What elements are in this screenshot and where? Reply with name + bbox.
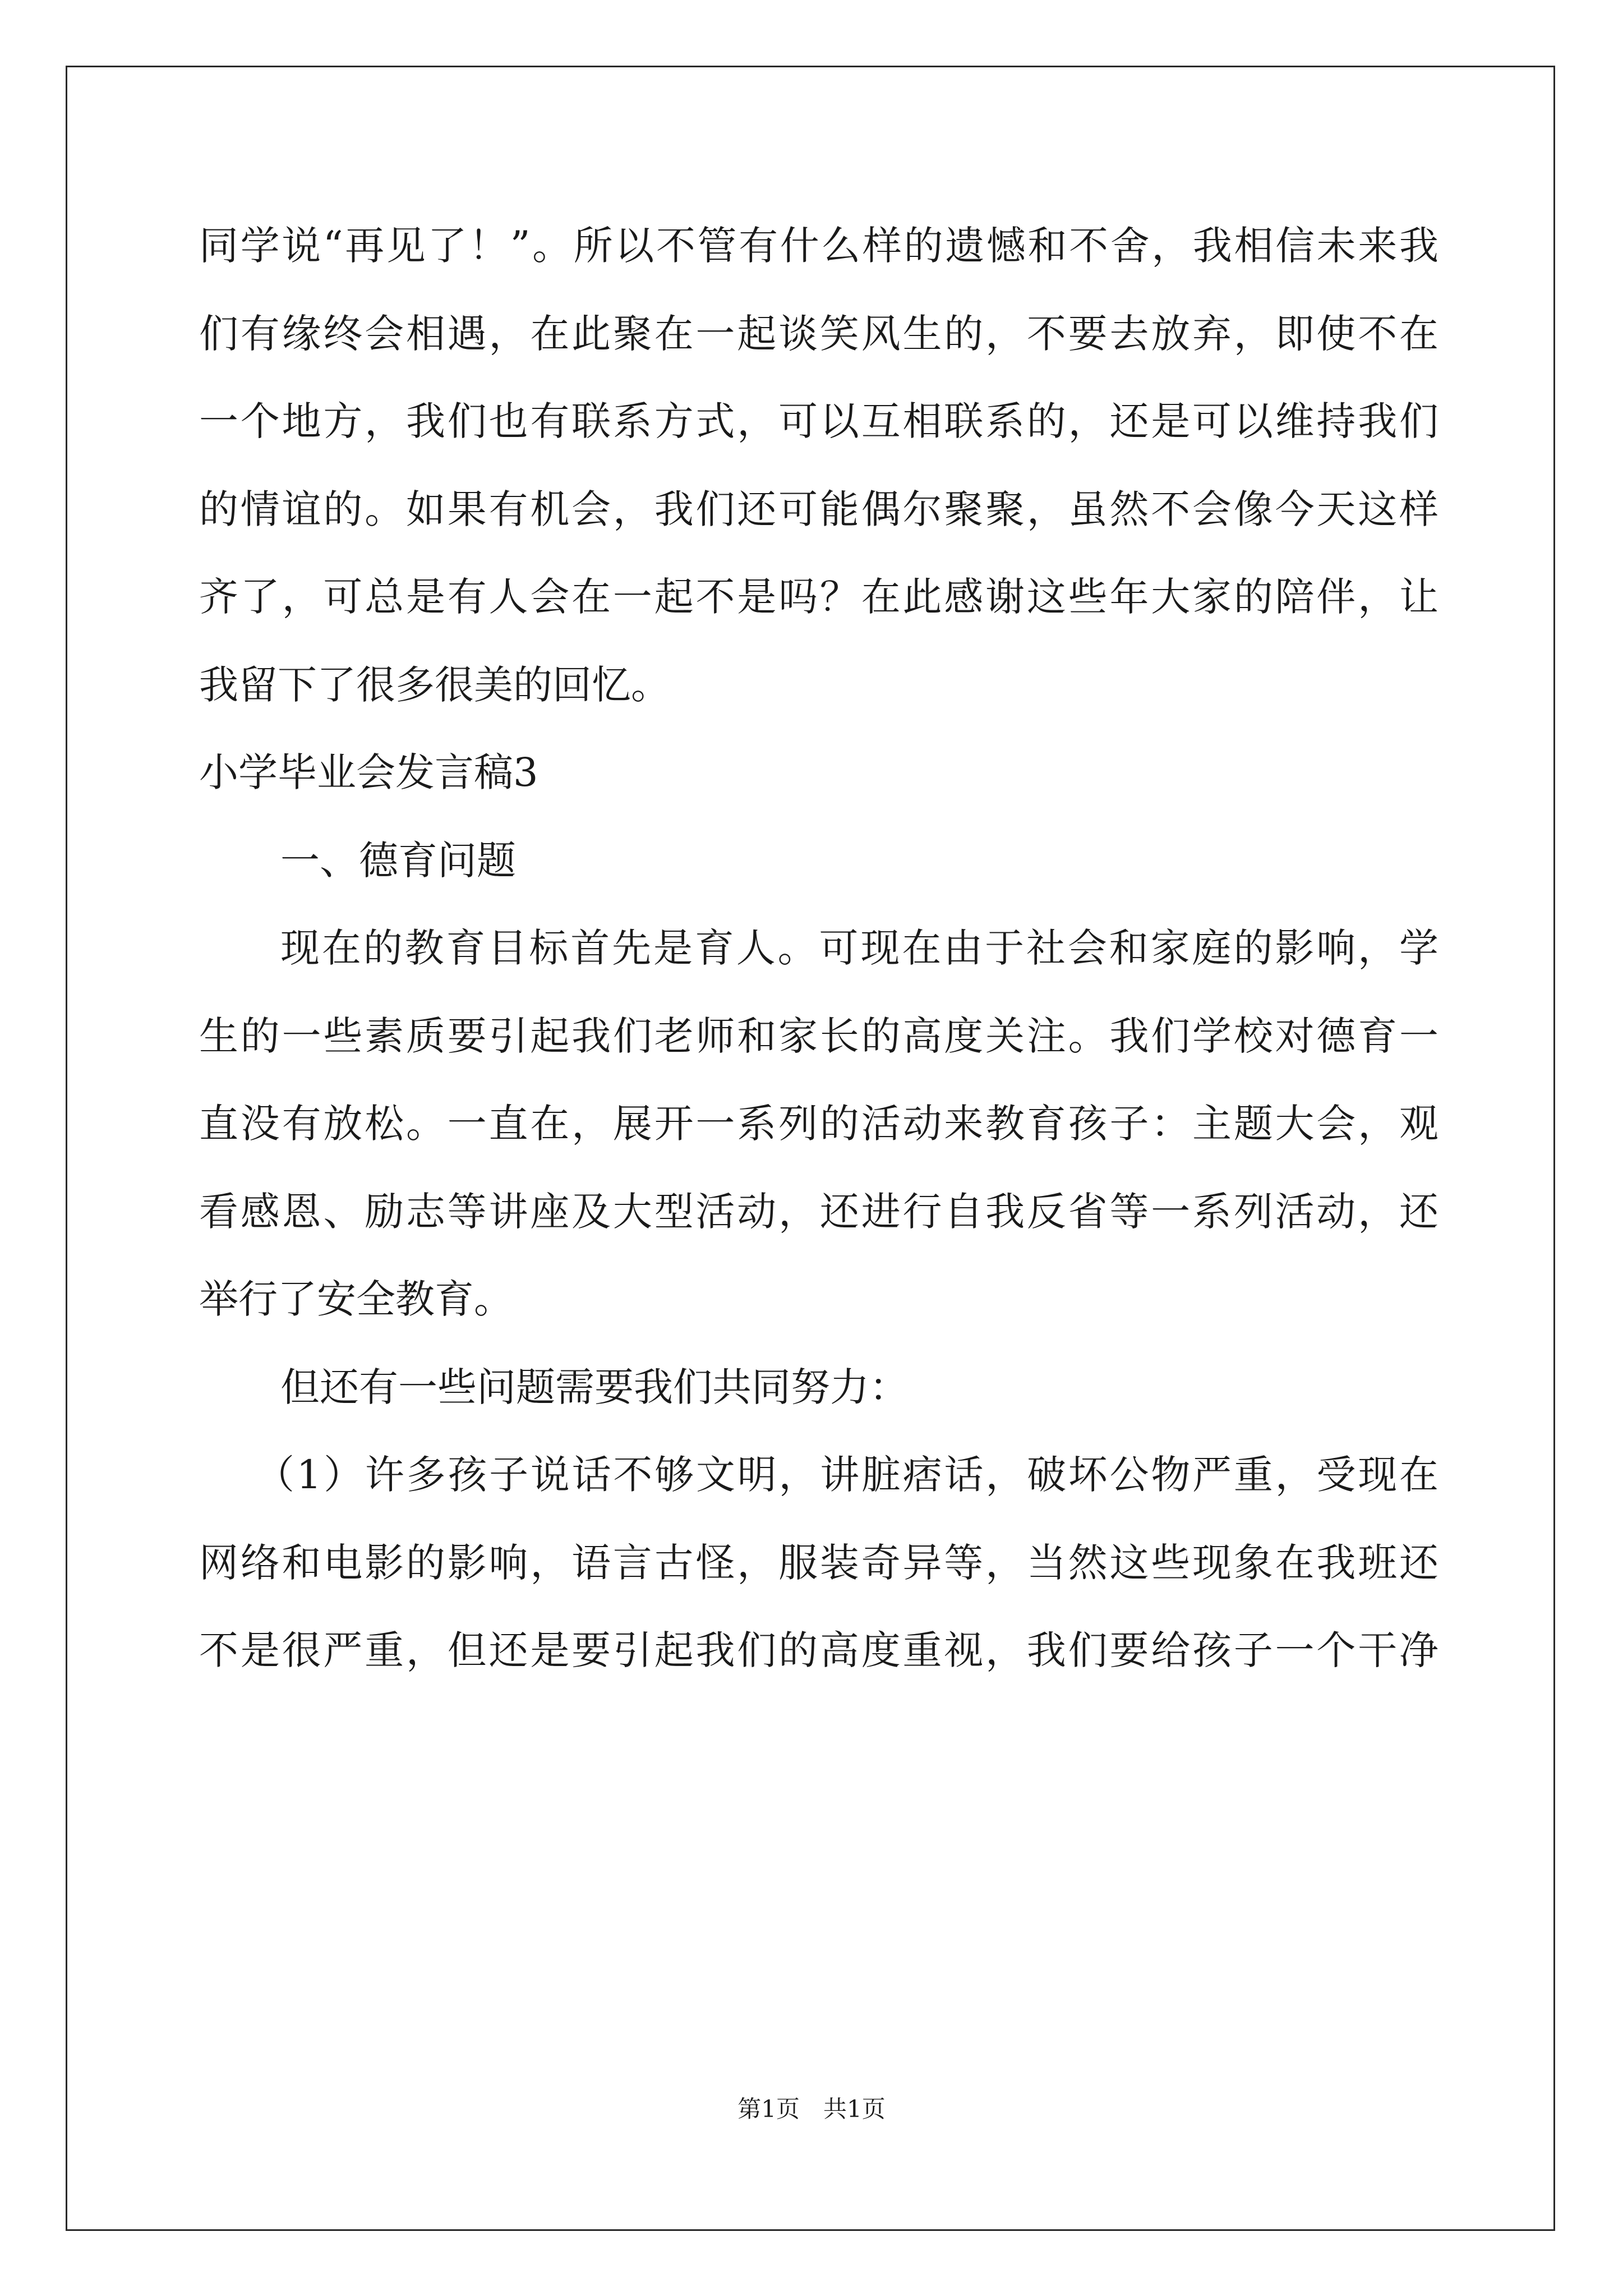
section-title: 小学毕业会发言稿3 <box>199 749 538 795</box>
paragraph-line: 不是很严重，但还是要引起我们的高度重视，我们要给孩子一个干净 <box>199 1627 1438 1673</box>
list-item-line: （1）许多孩子说话不够文明，讲脏痞话，破坏公物严重，受现在 <box>255 1452 1438 1498</box>
page-footer: 第1页 共1页 <box>737 2095 886 2123</box>
paragraph-line: 生的一些素质要引起我们老师和家长的高度关注。我们学校对德育一 <box>199 1013 1438 1059</box>
paragraph-line: 一个地方，我们也有联系方式，可以互相联系的，还是可以维持我们 <box>199 398 1438 444</box>
paragraph-line: 的情谊的。如果有机会，我们还可能偶尔聚聚，虽然不会像今天这样 <box>199 486 1438 532</box>
paragraph-line: 举行了安全教育。 <box>199 1276 513 1322</box>
paragraph-line: 同学说“再见了！”。所以不管有什么样的遗憾和不舍，我相信未来我 <box>199 223 1438 269</box>
paragraph-line: 网络和电影的影响，语言古怪，服装奇异等，当然这些现象在我班还 <box>199 1539 1438 1586</box>
paragraph-line: 们有缘终会相遇，在此聚在一起谈笑风生的，不要去放弃，即使不在 <box>199 310 1438 357</box>
paragraph-line: 直没有放松。一直在，展开一系列的活动来教育孩子：主题大会，观 <box>199 1101 1438 1147</box>
document-body <box>199 202 1438 1695</box>
paragraph-line: 齐了，可总是有人会在一起不是吗？在此感谢这些年大家的陪伴，让 <box>199 574 1438 620</box>
subsection-heading: 一、德育问题 <box>280 837 516 884</box>
paragraph-line: 我留下了很多很美的回忆。 <box>199 661 670 708</box>
paragraph-line: 现在的教育目标首先是育人。可现在由于社会和家庭的影响，学 <box>280 925 1438 971</box>
paragraph-line: 但还有一些问题需要我们共同努力： <box>280 1364 909 1410</box>
paragraph-line: 看感恩、励志等讲座及大型活动，还进行自我反省等一系列活动，还 <box>199 1188 1438 1235</box>
